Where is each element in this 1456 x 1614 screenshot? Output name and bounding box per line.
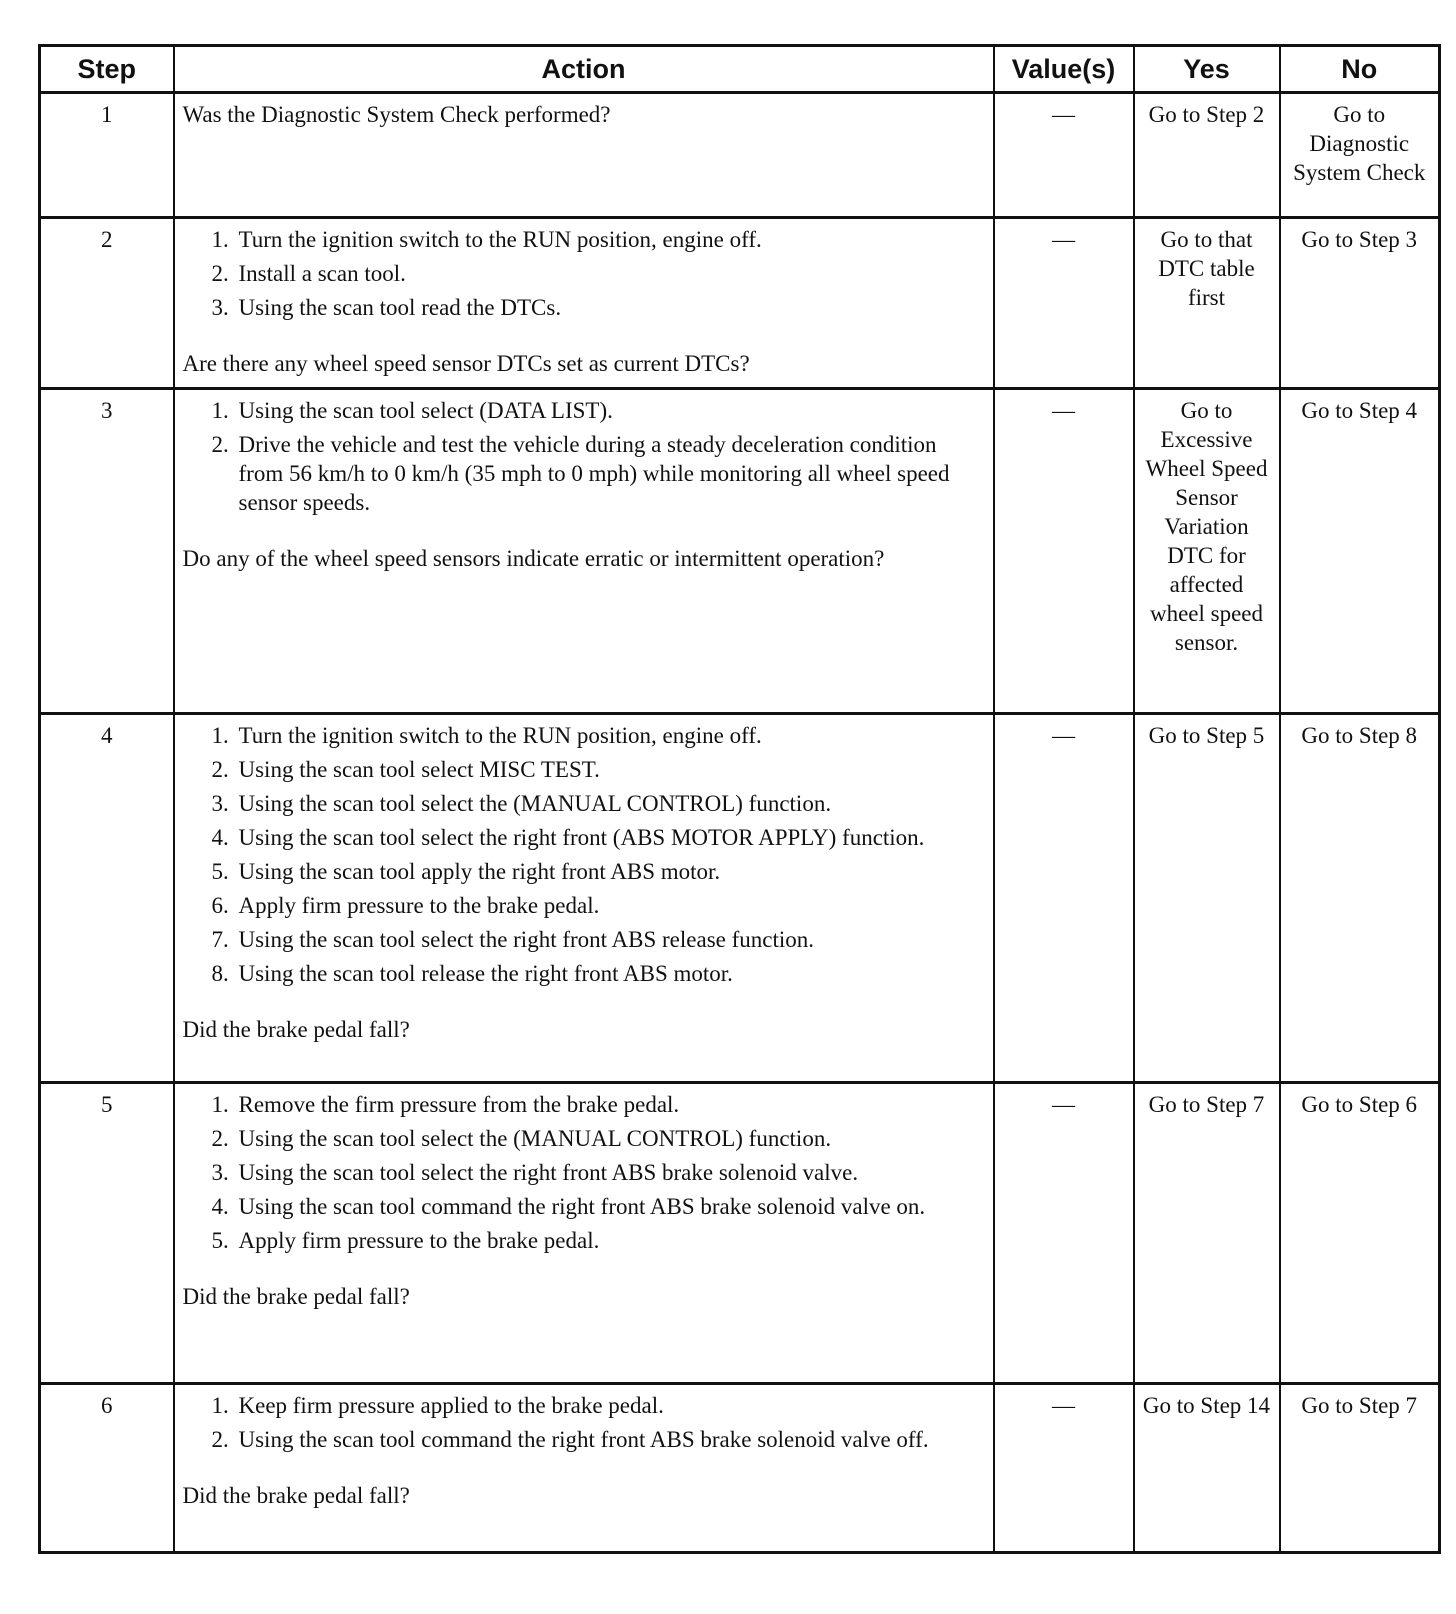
- no-cell: Go to Step 7: [1280, 1384, 1440, 1553]
- no-cell: Go to Step 3: [1280, 218, 1440, 389]
- header-no: No: [1280, 46, 1440, 93]
- step-number: 3: [40, 389, 174, 714]
- diagnostic-table: [38, 44, 1441, 1554]
- no-cell: Go to Step 6: [1280, 1083, 1440, 1384]
- action-question: Did the brake pedal fall?: [182, 1483, 410, 1508]
- yes-cell: Go to Excessive Wheel Speed Sensor Variation DTC for affected wheel speed sensor.: [1134, 389, 1280, 714]
- table-row: [40, 93, 1440, 218]
- instruction-item: 5. Apply firm pressure to the brake pedal.: [235, 1226, 985, 1255]
- yes-cell: Go to Step 14: [1134, 1384, 1280, 1553]
- header-yes: Yes: [1134, 46, 1280, 93]
- instruction-item: 3. Using the scan tool read the DTCs.: [235, 293, 985, 322]
- instruction-list: [183, 1090, 985, 1255]
- instruction-list: [183, 721, 985, 988]
- value-cell: —: [994, 218, 1134, 389]
- table-row: [40, 714, 1440, 1083]
- step-number: 4: [40, 714, 174, 1083]
- yes-cell: Go to that DTC table first: [1134, 218, 1280, 389]
- instruction-list: [183, 225, 985, 322]
- instruction-item: 2. Install a scan tool.: [235, 259, 985, 288]
- no-cell: Go to Step 4: [1280, 389, 1440, 714]
- step-number: 5: [40, 1083, 174, 1384]
- value-cell: —: [994, 714, 1134, 1083]
- action-cell: [174, 218, 994, 389]
- instruction-item: 1. Remove the firm pressure from the brake pedal.: [235, 1090, 985, 1119]
- action-question: Did the brake pedal fall?: [182, 1017, 410, 1042]
- header-action: Action: [174, 46, 994, 93]
- step-number: 2: [40, 218, 174, 389]
- instruction-item: 2. Using the scan tool select the (MANUAL CONTROL) function.: [235, 1124, 985, 1153]
- instruction-item: 2. Drive the vehicle and test the vehicle during a steady deceleration condition from 56 km/h to 0 km/h (35 mph to 0 mph) while monitoring all wheel speed sensor speeds.: [235, 430, 985, 517]
- instruction-list: [183, 1391, 985, 1454]
- diagnostic-page: [38, 44, 1438, 1554]
- instruction-item: 4. Using the scan tool select the right front (ABS MOTOR APPLY) function.: [235, 823, 985, 852]
- instruction-item: 4. Using the scan tool command the right front ABS brake solenoid valve on.: [235, 1192, 985, 1221]
- action-cell: [174, 389, 994, 714]
- instruction-item: 3. Using the scan tool select the (MANUAL CONTROL) function.: [235, 789, 985, 818]
- action-question: Was the Diagnostic System Check performed?: [182, 102, 611, 127]
- yes-cell: Go to Step 2: [1134, 93, 1280, 218]
- instruction-item: 1. Keep firm pressure applied to the brake pedal.: [235, 1391, 985, 1420]
- instruction-item: 8. Using the scan tool release the right front ABS motor.: [235, 959, 985, 988]
- value-cell: —: [994, 389, 1134, 714]
- table-row: [40, 218, 1440, 389]
- step-number: 1: [40, 93, 174, 218]
- no-cell: Go to Step 8: [1280, 714, 1440, 1083]
- instruction-item: 6. Apply firm pressure to the brake pedal.: [235, 891, 985, 920]
- action-cell: [174, 93, 994, 218]
- instruction-item: 1. Turn the ignition switch to the RUN position, engine off.: [235, 225, 985, 254]
- header-row: [40, 46, 1440, 93]
- yes-cell: Go to Step 7: [1134, 1083, 1280, 1384]
- header-step: Step: [40, 46, 174, 93]
- instruction-item: 2. Using the scan tool select MISC TEST.: [235, 755, 985, 784]
- no-cell: Go to Diagnostic System Check: [1280, 93, 1440, 218]
- instruction-item: 7. Using the scan tool select the right front ABS release function.: [235, 925, 985, 954]
- table-row: [40, 1083, 1440, 1384]
- instruction-item: 5. Using the scan tool apply the right front ABS motor.: [235, 857, 985, 886]
- step-number: 6: [40, 1384, 174, 1553]
- table-row: [40, 389, 1440, 714]
- action-question: Do any of the wheel speed sensors indicate erratic or intermittent operation?: [182, 546, 885, 571]
- action-cell: [174, 1384, 994, 1553]
- header-values: Value(s): [994, 46, 1134, 93]
- action-question: Are there any wheel speed sensor DTCs set as current DTCs?: [182, 351, 750, 376]
- action-cell: [174, 1083, 994, 1384]
- action-cell: [174, 714, 994, 1083]
- action-question: Did the brake pedal fall?: [182, 1284, 410, 1309]
- instruction-item: 1. Turn the ignition switch to the RUN position, engine off.: [235, 721, 985, 750]
- instruction-list: [183, 396, 985, 517]
- instruction-item: 3. Using the scan tool select the right front ABS brake solenoid valve.: [235, 1158, 985, 1187]
- instruction-item: 1. Using the scan tool select (DATA LIST).: [235, 396, 985, 425]
- value-cell: —: [994, 1384, 1134, 1553]
- value-cell: —: [994, 1083, 1134, 1384]
- value-cell: —: [994, 93, 1134, 218]
- table-row: [40, 1384, 1440, 1553]
- instruction-item: 2. Using the scan tool command the right front ABS brake solenoid valve off.: [235, 1425, 985, 1454]
- yes-cell: Go to Step 5: [1134, 714, 1280, 1083]
